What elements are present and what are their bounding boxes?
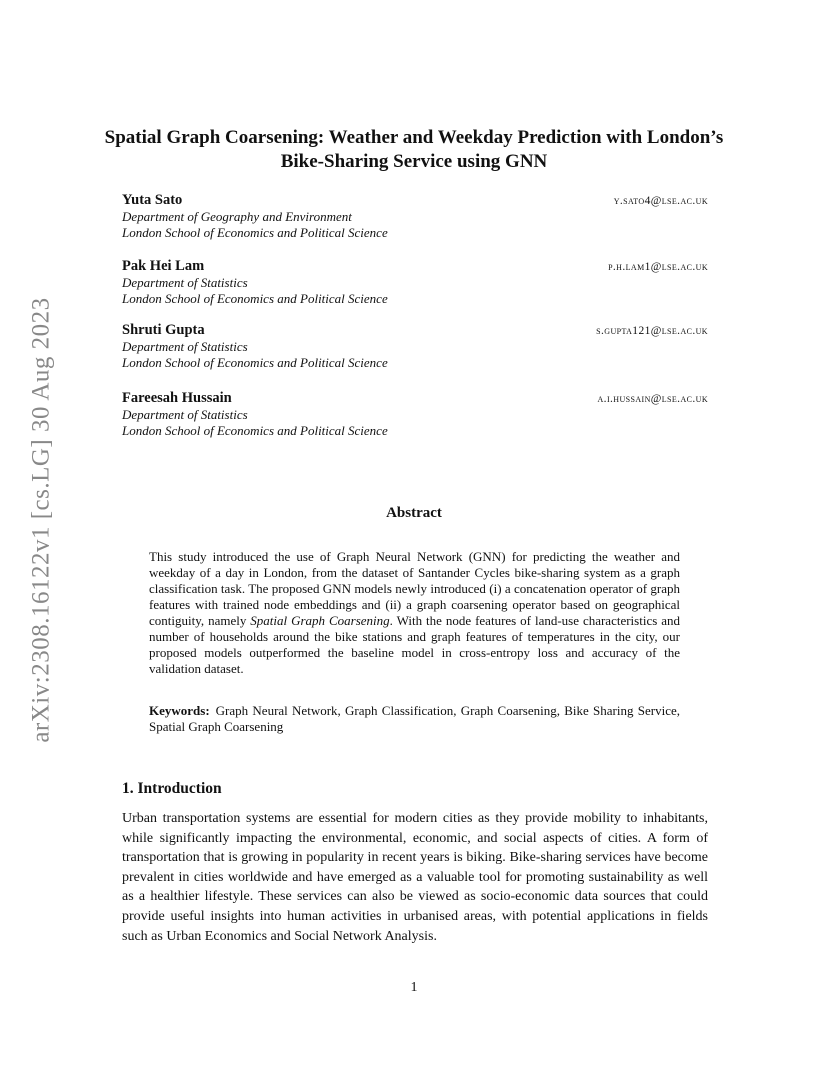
- abstract-text: [149, 549, 680, 677]
- abstract-emphasis: Spatial Graph Coarsening: [250, 613, 390, 628]
- section-heading-introduction: 1. Introduction: [122, 780, 222, 797]
- abstract-text-part: . With the node features of land-use characteristics and number of households around the bike stations and graph features of temperatures in the city, our proposed models outperformed the baseline model in cross-entropy loss and accuracy of the validation dataset.: [149, 613, 681, 676]
- author-name: Fareesah Hussain: [122, 390, 232, 406]
- keywords-text: Graph Neural Network, Graph Classification, Graph Coarsening, Bike Sharing Service, Spatial Graph Coarsening: [149, 703, 680, 734]
- abstract-heading: Abstract: [386, 505, 442, 521]
- paper-title: Spatial Graph Coarsening: Weather and Weekday Prediction with London’s Bike-Sharing Service using GNN: [104, 127, 724, 172]
- author-block: [122, 258, 708, 307]
- keywords: [149, 703, 680, 735]
- author-block: [122, 390, 708, 439]
- author-institution: London School of Economics and Political Science: [122, 355, 388, 370]
- author-email[interactable]: y.sato4@lse.ac.uk: [613, 195, 708, 207]
- arxiv-identifier: arXiv:2308.16122v1 [cs.LG] 30 Aug 2023: [28, 297, 55, 743]
- author-email[interactable]: a.i.hussain@lse.ac.uk: [597, 393, 708, 405]
- author-block: [122, 322, 708, 371]
- author-email[interactable]: s.gupta121@lse.ac.uk: [596, 325, 708, 337]
- introduction-paragraph: Urban transportation systems are essential for modern cities as they provide mobility to inhabitants, while significantly impacting the environmental, economic, and social aspects of cities. A form of transportation that is growing in popularity in recent years is biking. Bike-sharing services have become prevalent in cities worldwide and have emerged as a valuable tool for promoting sustainability as well as a healthier lifestyle. These services can also be viewed as socio-economic data sources that could provide useful insights into human activities in urbanised areas, with potential applications in fields such as Urban Economics and Social Network Analysis.: [122, 811, 708, 944]
- author-name: Shruti Gupta: [122, 322, 205, 338]
- author-department: Department of Statistics: [122, 407, 248, 422]
- abstract-text-part: This study introduced the use of Graph Neural Network (GNN) for predicting the weather and weekday of a day in London, from the dataset of Santander Cycles bike-sharing system as a graph classification task. The proposed GNN models newly introduced (i) a concatenation operator of graph features with trained node embeddings and (ii) a graph coarsening operator based on geographical contiguity, namely: [149, 549, 680, 628]
- author-department: Department of Statistics: [122, 339, 248, 354]
- keywords-label: Keywords:: [149, 703, 210, 718]
- author-name: Yuta Sato: [122, 192, 183, 208]
- author-department: Department of Statistics: [122, 275, 248, 290]
- author-department: Department of Geography and Environment: [122, 209, 352, 224]
- page-number: 1: [410, 980, 418, 995]
- author-name: Pak Hei Lam: [122, 258, 205, 274]
- author-email[interactable]: p.h.lam1@lse.ac.uk: [608, 261, 708, 273]
- author-block: [122, 192, 708, 241]
- author-institution: London School of Economics and Political Science: [122, 423, 388, 438]
- author-institution: London School of Economics and Political Science: [122, 291, 388, 306]
- author-institution: London School of Economics and Political Science: [122, 225, 388, 240]
